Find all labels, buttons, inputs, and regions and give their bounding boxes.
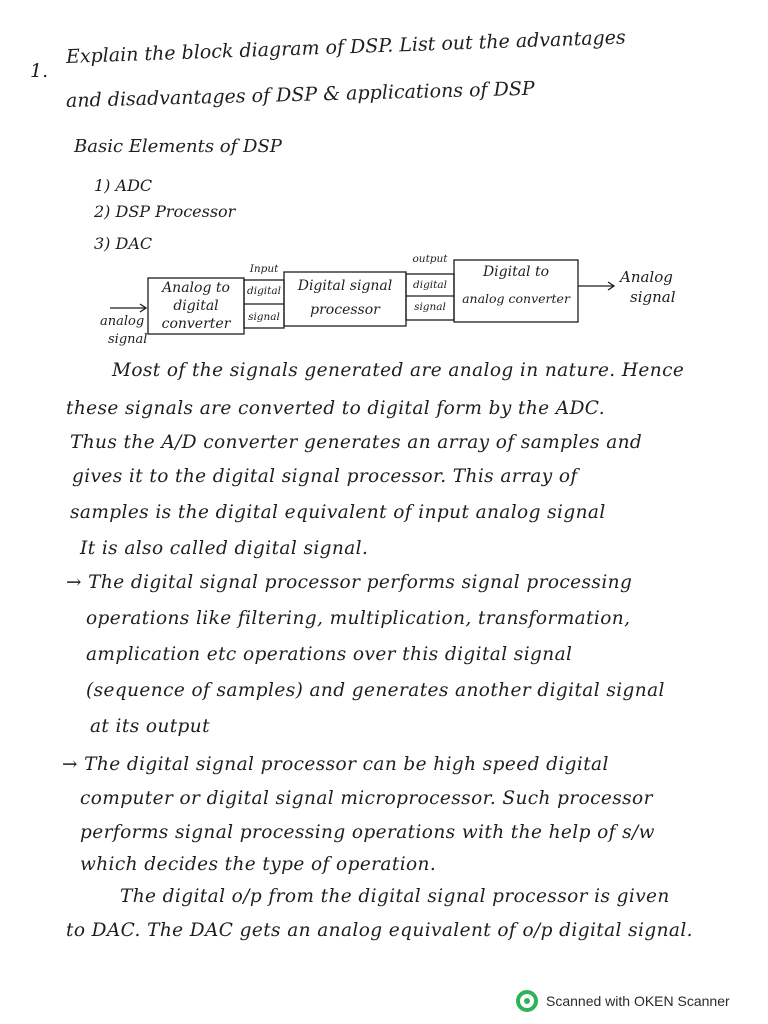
dac-label-1: Digital to <box>482 264 550 280</box>
scanner-text: Scanned with OKEN Scanner <box>546 993 730 1009</box>
adc-label-2: digital <box>173 298 219 314</box>
output-signal-label: signal <box>630 288 676 306</box>
question-number: 1. <box>30 60 49 82</box>
dac-label-2: analog converter <box>462 291 570 306</box>
input-signal-label: signal <box>108 332 148 347</box>
element-item-dsp: 2) DSP Processor <box>94 202 236 221</box>
element-item-adc: 1) ADC <box>94 176 153 195</box>
element-item-dac: 3) DAC <box>94 234 153 253</box>
connector-1-top-1: Input <box>249 263 279 275</box>
paragraph-2-line-3: amplication etc operations over this digital signal <box>86 644 573 665</box>
paragraph-1-line-5: samples is the digital equivalent of input analog signal <box>70 502 606 523</box>
paragraph-3-line-1: → The digital signal processor can be high speed digital <box>62 754 609 775</box>
paragraph-2-line-1: → The digital signal processor performs signal processing <box>66 572 633 593</box>
paragraph-1-line-3: Thus the A/D converter generates an array of samples and <box>70 432 643 453</box>
dsp-label-1: Digital signal <box>297 278 393 294</box>
paragraph-1-line-2: these signals are converted to digital form by the ADC. <box>66 398 605 419</box>
paragraph-2-line-5: at its output <box>90 716 210 737</box>
paragraph-1-line-6: It is also called digital signal. <box>80 538 369 559</box>
paragraph-3-line-2: computer or digital signal microprocessor. Such processor <box>80 788 653 809</box>
connector-2-top-1: output <box>412 253 448 265</box>
paragraph-1-line-4: gives it to the digital signal processor. This array of <box>72 466 578 487</box>
elements-heading: Basic Elements of DSP <box>74 136 282 157</box>
connector-1-top-2: digital <box>247 285 281 297</box>
paragraph-2-line-2: operations like filtering, multiplication, transformation, <box>86 608 631 629</box>
question-line-2: and disadvantages of DSP & applications of DSP <box>65 77 535 112</box>
connector-2-top-2: digital <box>413 279 447 291</box>
adc-label-3: converter <box>161 316 231 332</box>
dsp-block-diagram <box>96 250 736 360</box>
paragraph-4-line-1: The digital o/p from the digital signal processor is given <box>120 886 670 907</box>
adc-label-1: Analog to <box>162 280 230 296</box>
input-analog-label: analog <box>100 314 145 329</box>
paragraph-1-line-1: Most of the signals generated are analog in nature. Hence <box>112 360 685 381</box>
oken-logo-icon <box>516 990 538 1012</box>
paragraph-3-line-3: performs signal processing operations with the help of s/w <box>80 822 655 843</box>
paragraph-3-line-4: which decides the type of operation. <box>80 854 437 875</box>
connector-1-bottom: signal <box>248 311 280 323</box>
connector-2-bottom: signal <box>414 301 446 313</box>
paragraph-4-line-2: to DAC. The DAC gets an analog equivalent of o/p digital signal. <box>66 920 693 941</box>
output-analog-label: Analog <box>620 268 673 286</box>
scanner-watermark <box>516 990 730 1012</box>
paragraph-2-line-4: (sequence of samples) and generates another digital signal <box>86 680 665 701</box>
dsp-label-2: processor <box>310 302 380 318</box>
question-line-1: Explain the block diagram of DSP. List out the advantages <box>65 26 627 68</box>
